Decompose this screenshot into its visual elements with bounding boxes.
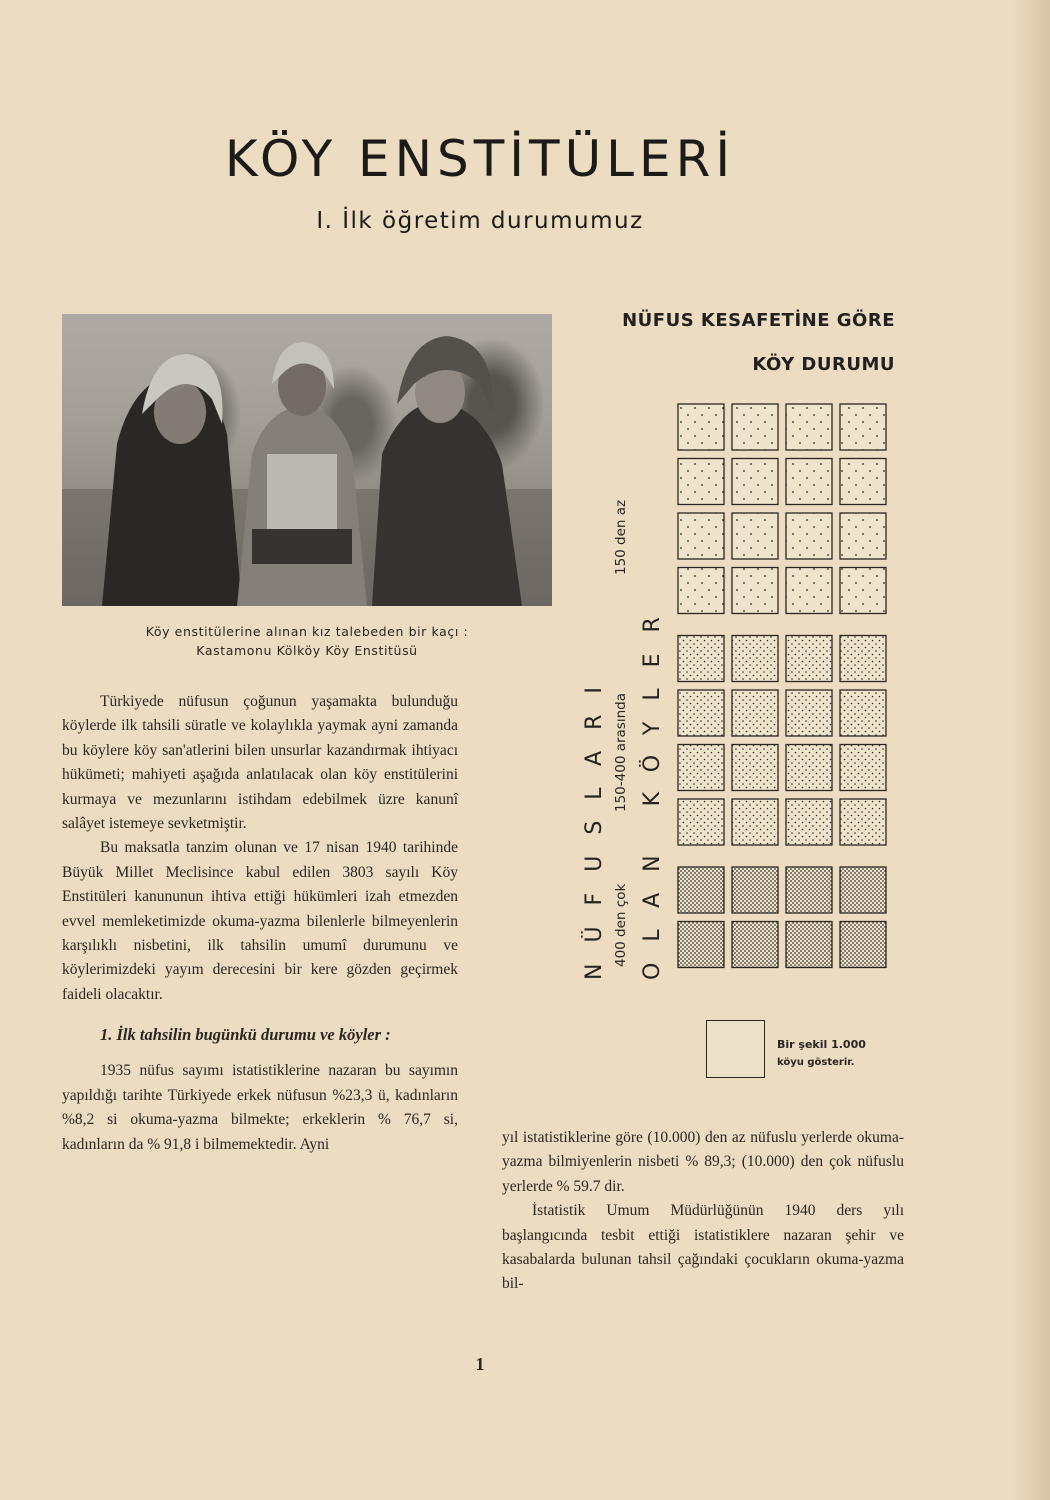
vertical-label-outer: NÜFUSLARI (582, 666, 607, 980)
legend-line-2: köyu gösterir. (777, 1057, 855, 1068)
village-icon (786, 799, 832, 845)
legend-symbol (706, 1020, 765, 1078)
village-icon (732, 745, 778, 791)
photograph (62, 314, 552, 606)
village-icon (678, 513, 724, 559)
village-icon (840, 636, 886, 682)
village-icon (678, 745, 724, 791)
village-icon (732, 690, 778, 736)
village-icon (678, 568, 724, 614)
photo-figures (62, 314, 552, 606)
pictogram-grid (678, 404, 894, 999)
village-icon (786, 636, 832, 682)
legend-line-1: Bir şekil 1.000 (777, 1038, 866, 1051)
village-icon (840, 867, 886, 913)
village-icon (732, 799, 778, 845)
vertical-label-inner: OLAN KÖYLER (640, 596, 665, 980)
legend-text (777, 1036, 866, 1072)
village-icon (840, 568, 886, 614)
village-icon (786, 568, 832, 614)
category-label: 150 den az (613, 499, 629, 576)
chart-title-line-1: NÜFUS KESAFETİNE GÖRE (622, 310, 895, 331)
village-icon (732, 636, 778, 682)
left-text-column (62, 690, 458, 1157)
village-icon (786, 690, 832, 736)
village-icon (840, 459, 886, 505)
village-icon (678, 404, 724, 450)
category-label: 400 den çok (613, 883, 629, 967)
village-icon (732, 568, 778, 614)
category-label: 150-400 arasında (613, 693, 629, 812)
village-icon (732, 459, 778, 505)
village-icon (840, 404, 886, 450)
village-icon (678, 459, 724, 505)
paragraph: Türkiyede nüfusun çoğunun yaşamakta bulunduğu köylerde ilk tahsili süratle ve kolaylıkla yaymak ayni zamanda bu köylere köy san'atlerini bilen unsurlar kazandırmak ihtiyacı hükümeti; mahiyeti aşağıda anlatılacak olan köy enstitülerini kurmaya ve mezunlarını istihdam edebilmek üzre kanunî salâyet istemeye sevketmiştir. (62, 693, 458, 833)
village-icon (840, 922, 886, 968)
village-icon (678, 867, 724, 913)
caption-line-2: Kastamonu Kölköy Köy Enstitüsü (196, 643, 418, 658)
page-subtitle: I. İlk öğretim durumumuz (316, 208, 644, 234)
village-icon (786, 459, 832, 505)
page-number: 1 (475, 1354, 485, 1374)
village-icon (732, 922, 778, 968)
section-heading: 1. İlk tahsilin bugünkü durumu ve köyler : (100, 1025, 391, 1045)
village-icon (678, 922, 724, 968)
village-icon (786, 922, 832, 968)
village-icon (786, 404, 832, 450)
chart-title-line-2: KÖY DURUMU (752, 354, 895, 375)
village-icon (786, 513, 832, 559)
village-icon (732, 513, 778, 559)
village-icon (840, 799, 886, 845)
pictogram-svg (678, 404, 894, 994)
village-icon (840, 690, 886, 736)
village-icon (840, 513, 886, 559)
paragraph: İstatistik Umum Müdürlüğünün 1940 ders yılı başlangıcında tesbit ettiği istatistiklere nazaran şehir ve kasabalarda bulunan tahsil çağındaki çocukların okuma-yazma bil- (502, 1202, 904, 1293)
caption-line-1: Köy enstitülerine alınan kız talebeden bir kaçı : (145, 624, 469, 639)
village-icon (678, 636, 724, 682)
paragraph: yıl istatistiklerine göre (10.000) den az nüfuslu yerlerde okuma-yazma bilmiyenlerin nisbeti % 89,3; (10.000) den çok nüfuslu yerlerde % 59.7 dir. (502, 1129, 904, 1195)
village-icon (678, 690, 724, 736)
page-title: KÖY ENSTİTÜLERİ (224, 130, 736, 188)
paragraph: 1935 nüfus sayımı istatistiklerine nazaran bu sayımın yapıldığı tarihte Türkiyede erkek nüfusun %23,3 ü, kadınların %8,2 si okuma-yazma bilmekte; erkeklerin % 76,7 si, kadınların da % 91,8 i bilmemektedir. Ayni (62, 1062, 458, 1153)
village-icon (840, 745, 886, 791)
village-icon (732, 404, 778, 450)
photo-caption (62, 622, 552, 660)
page-edge-shadow (1010, 0, 1050, 1500)
right-text-column (502, 1126, 904, 1297)
village-icon (678, 799, 724, 845)
village-icon (732, 867, 778, 913)
paragraph: Bu maksatla tanzim olunan ve 17 nisan 1940 tarihinde Büyük Millet Meclisince kabul edilen 3803 sayılı Köy Enstitüleri kanununun ihtiva ettiği hükümleri izah etmezden evvel memleketimizde okuma-yazma bilenlerle bilmeyenlerin karşılıklı nisbetini, ilk tahsilin umumî durumunu ve köylerimizdeki yayım derecesini bir kere gözden geçirmek faideli olacaktır. (62, 839, 458, 1003)
village-icon (786, 867, 832, 913)
village-icon (786, 745, 832, 791)
